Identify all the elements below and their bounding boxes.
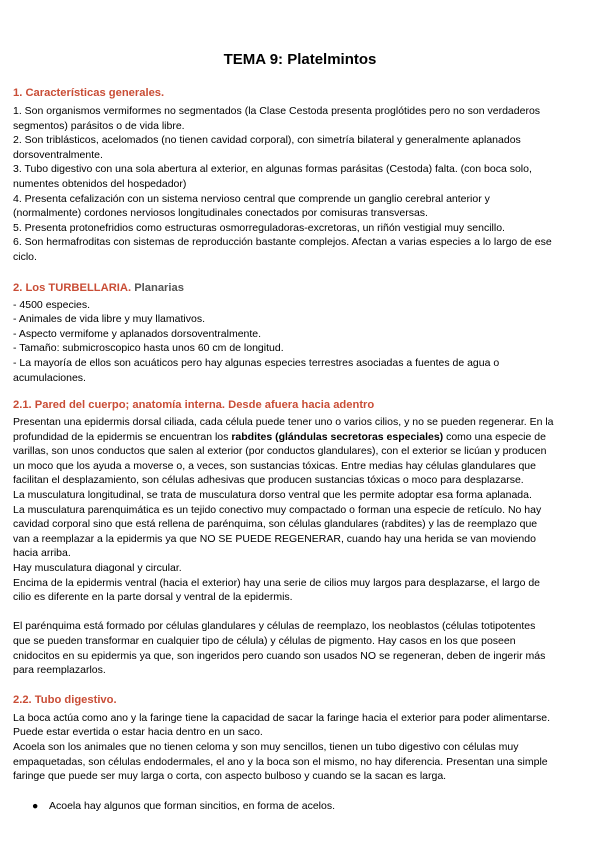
text-line: Acoela son los animales que no tienen celoma y son muy sencillos, tienen un tubo digestivo con células muy	[13, 740, 519, 753]
text-run: como una especie de	[443, 430, 546, 443]
section-heading-turbellaria-main: 2. Los TURBELLARIA.	[13, 281, 132, 294]
section-heading-tubo-digestivo: 2.2. Tubo digestivo.	[13, 693, 117, 706]
text-line: Encima de la epidermis ventral (hacia el exterior) hay una serie de cilios muy largos para desplazarse, el largo de	[13, 576, 541, 589]
text-line: cnidocitos en su epidermis ya que, son ingeridos pero cuando son usados NO se regeneran, deben de ingerir más	[13, 649, 546, 662]
section-heading-turbellaria-sub: Planarias	[131, 281, 184, 294]
bullet-dot-icon: ●	[32, 799, 39, 812]
section-body-caracteristicas	[13, 104, 587, 265]
text-line: - 4500 especies.	[13, 298, 91, 311]
section-body-tubo-digestivo	[13, 711, 587, 814]
text-line: cavidad corporal sino que está rellena de parénquima, son células glandulares (rabdites) y las de reemplazo que	[13, 518, 538, 531]
bullet-list	[13, 799, 587, 814]
text-line: La musculatura longitudinal, se trata de musculatura dorso ventral que les permite adoptar esa forma aplanada.	[13, 489, 532, 502]
list-item-text: Acoela hay algunos que forman sincitios, en forma de acelos.	[49, 799, 335, 812]
section-body-turbellaria	[13, 298, 587, 386]
text-line: empaquetadas, son células endodermales, el ano y la boca son el mismo, no hay diferencia. Presentan una simple	[13, 755, 548, 768]
section-heading-pared-del-cuerpo: 2.1. Pared del cuerpo; anatomía interna. Desde afuera hacia adentro	[13, 399, 375, 412]
text-line: - Tamaño: submicroscopico hasta unos 60 cm de longitud.	[13, 342, 284, 355]
text-line: que se pueden transformar en cualquier tipo de célula) y células de pigmento. Hay casos en los que poseen	[13, 635, 516, 647]
text-line: - La mayoría de ellos son acuáticos pero hay algunas especies terrestres asociadas a fuentes de agua o	[13, 356, 500, 369]
text-line: 3. Tubo digestivo con una sola abertura al exterior, en algunas formas parásitas (Cestoda) falta. (con boca solo,	[13, 163, 532, 176]
text-line: para reemplazarlos.	[13, 664, 106, 677]
text-line: dorsoventralmente.	[13, 148, 103, 161]
text-line: 6. Son hermafroditas con sistemas de reproducción bastante complejos. Afectan a varias especies a lo largo de ese	[13, 236, 552, 249]
text-line: Hay musculatura diagonal y circular.	[13, 562, 182, 575]
text-line: 5. Presenta protonefridios como estructuras osmorreguladoras-excretoras, un riñón vestigial muy sencillo.	[13, 221, 505, 234]
text-line: La musculatura parenquimática es un tejido conectivo muy compactado o forman una especie de retículo. No hay	[13, 503, 542, 516]
text-line: El parénquima está formado por células glandulares y células de reemplazo, los neoblastos (células totipotentes	[13, 620, 536, 633]
text-line: faringe que puede ser muy larga o corta, con aspecto bulboso y cuando se la sacan es larga.	[13, 770, 447, 783]
text-line	[13, 430, 587, 445]
section-heading-turbellaria	[13, 281, 587, 295]
text-line: varillas, son unos conductos que salen al exterior (por conductos glandulares), con el exterior se licúan y producen	[13, 445, 547, 458]
text-line: Puede estar evertida o estar hacia dentro en un saco.	[13, 726, 263, 739]
text-line: (normalmente) cordones nerviosos longitudinales conectados por comisuras transversas.	[13, 207, 428, 220]
text-line: segmentos) parásitos o de vida libre.	[13, 119, 185, 132]
text-line: cilio es diferente en la parte dorsal y ventral de la epidermis.	[13, 591, 293, 604]
section-heading-caracteristicas: 1. Características generales.	[13, 87, 165, 99]
text-line: facilitan el desplazamiento, son células adhesivas que producen sustancias tóxicas o moco para desplazarse.	[13, 474, 524, 487]
text-line: numentes obtenidos del hospedador)	[13, 177, 187, 190]
text-line: Presentan una epidermis dorsal ciliada, cada célula puede tener uno o varios cilios, y no se pueden regenerar. En la	[13, 416, 554, 429]
text-line: acumulaciones.	[13, 371, 86, 384]
paragraph-gap	[13, 605, 587, 620]
text-line: 4. Presenta cefalización con un sistema nervioso central que comprende un ganglio cerebral anterior y	[13, 192, 490, 205]
text-line: hacia arriba.	[13, 547, 71, 560]
text-line: 1. Son organismos vermiformes no segmentados (la Clase Cestoda presenta proglótides pero no son verdaderos	[13, 105, 541, 117]
bold-term-rabdites: rabdites (glándulas secretoras especiales)	[231, 430, 444, 443]
text-line: - Aspecto vermifome y aplanados dorsoventralmente.	[13, 327, 262, 340]
list-item	[13, 799, 587, 814]
text-line: 2. Son triblásticos, acelomados (no tienen cavidad corporal), con simetría bilateral y generalmente aplanados	[13, 134, 521, 147]
text-line: ciclo.	[13, 250, 37, 263]
document-title: TEMA 9: Platelmintos	[223, 51, 377, 68]
text-line: van a reemplazar a la epidermis ya que NO SE PUEDE REGENERAR, cuando hay una herida se van moviendo	[13, 532, 536, 545]
text-line: - Animales de vida libre y muy llamativos.	[13, 313, 205, 326]
text-line: un moco que los ayuda a moverse o, a veces, son sustancias tóxicas. Entre medias hay células glandulares que	[13, 459, 536, 472]
section-body-pared-del-cuerpo	[13, 415, 587, 678]
text-run: profundidad de la epidermis se encuentran los	[13, 430, 232, 443]
text-line: La boca actúa como ano y la faringe tiene la capacidad de sacar la faringe hacia el exterior para poder alimentarse.	[13, 711, 550, 724]
